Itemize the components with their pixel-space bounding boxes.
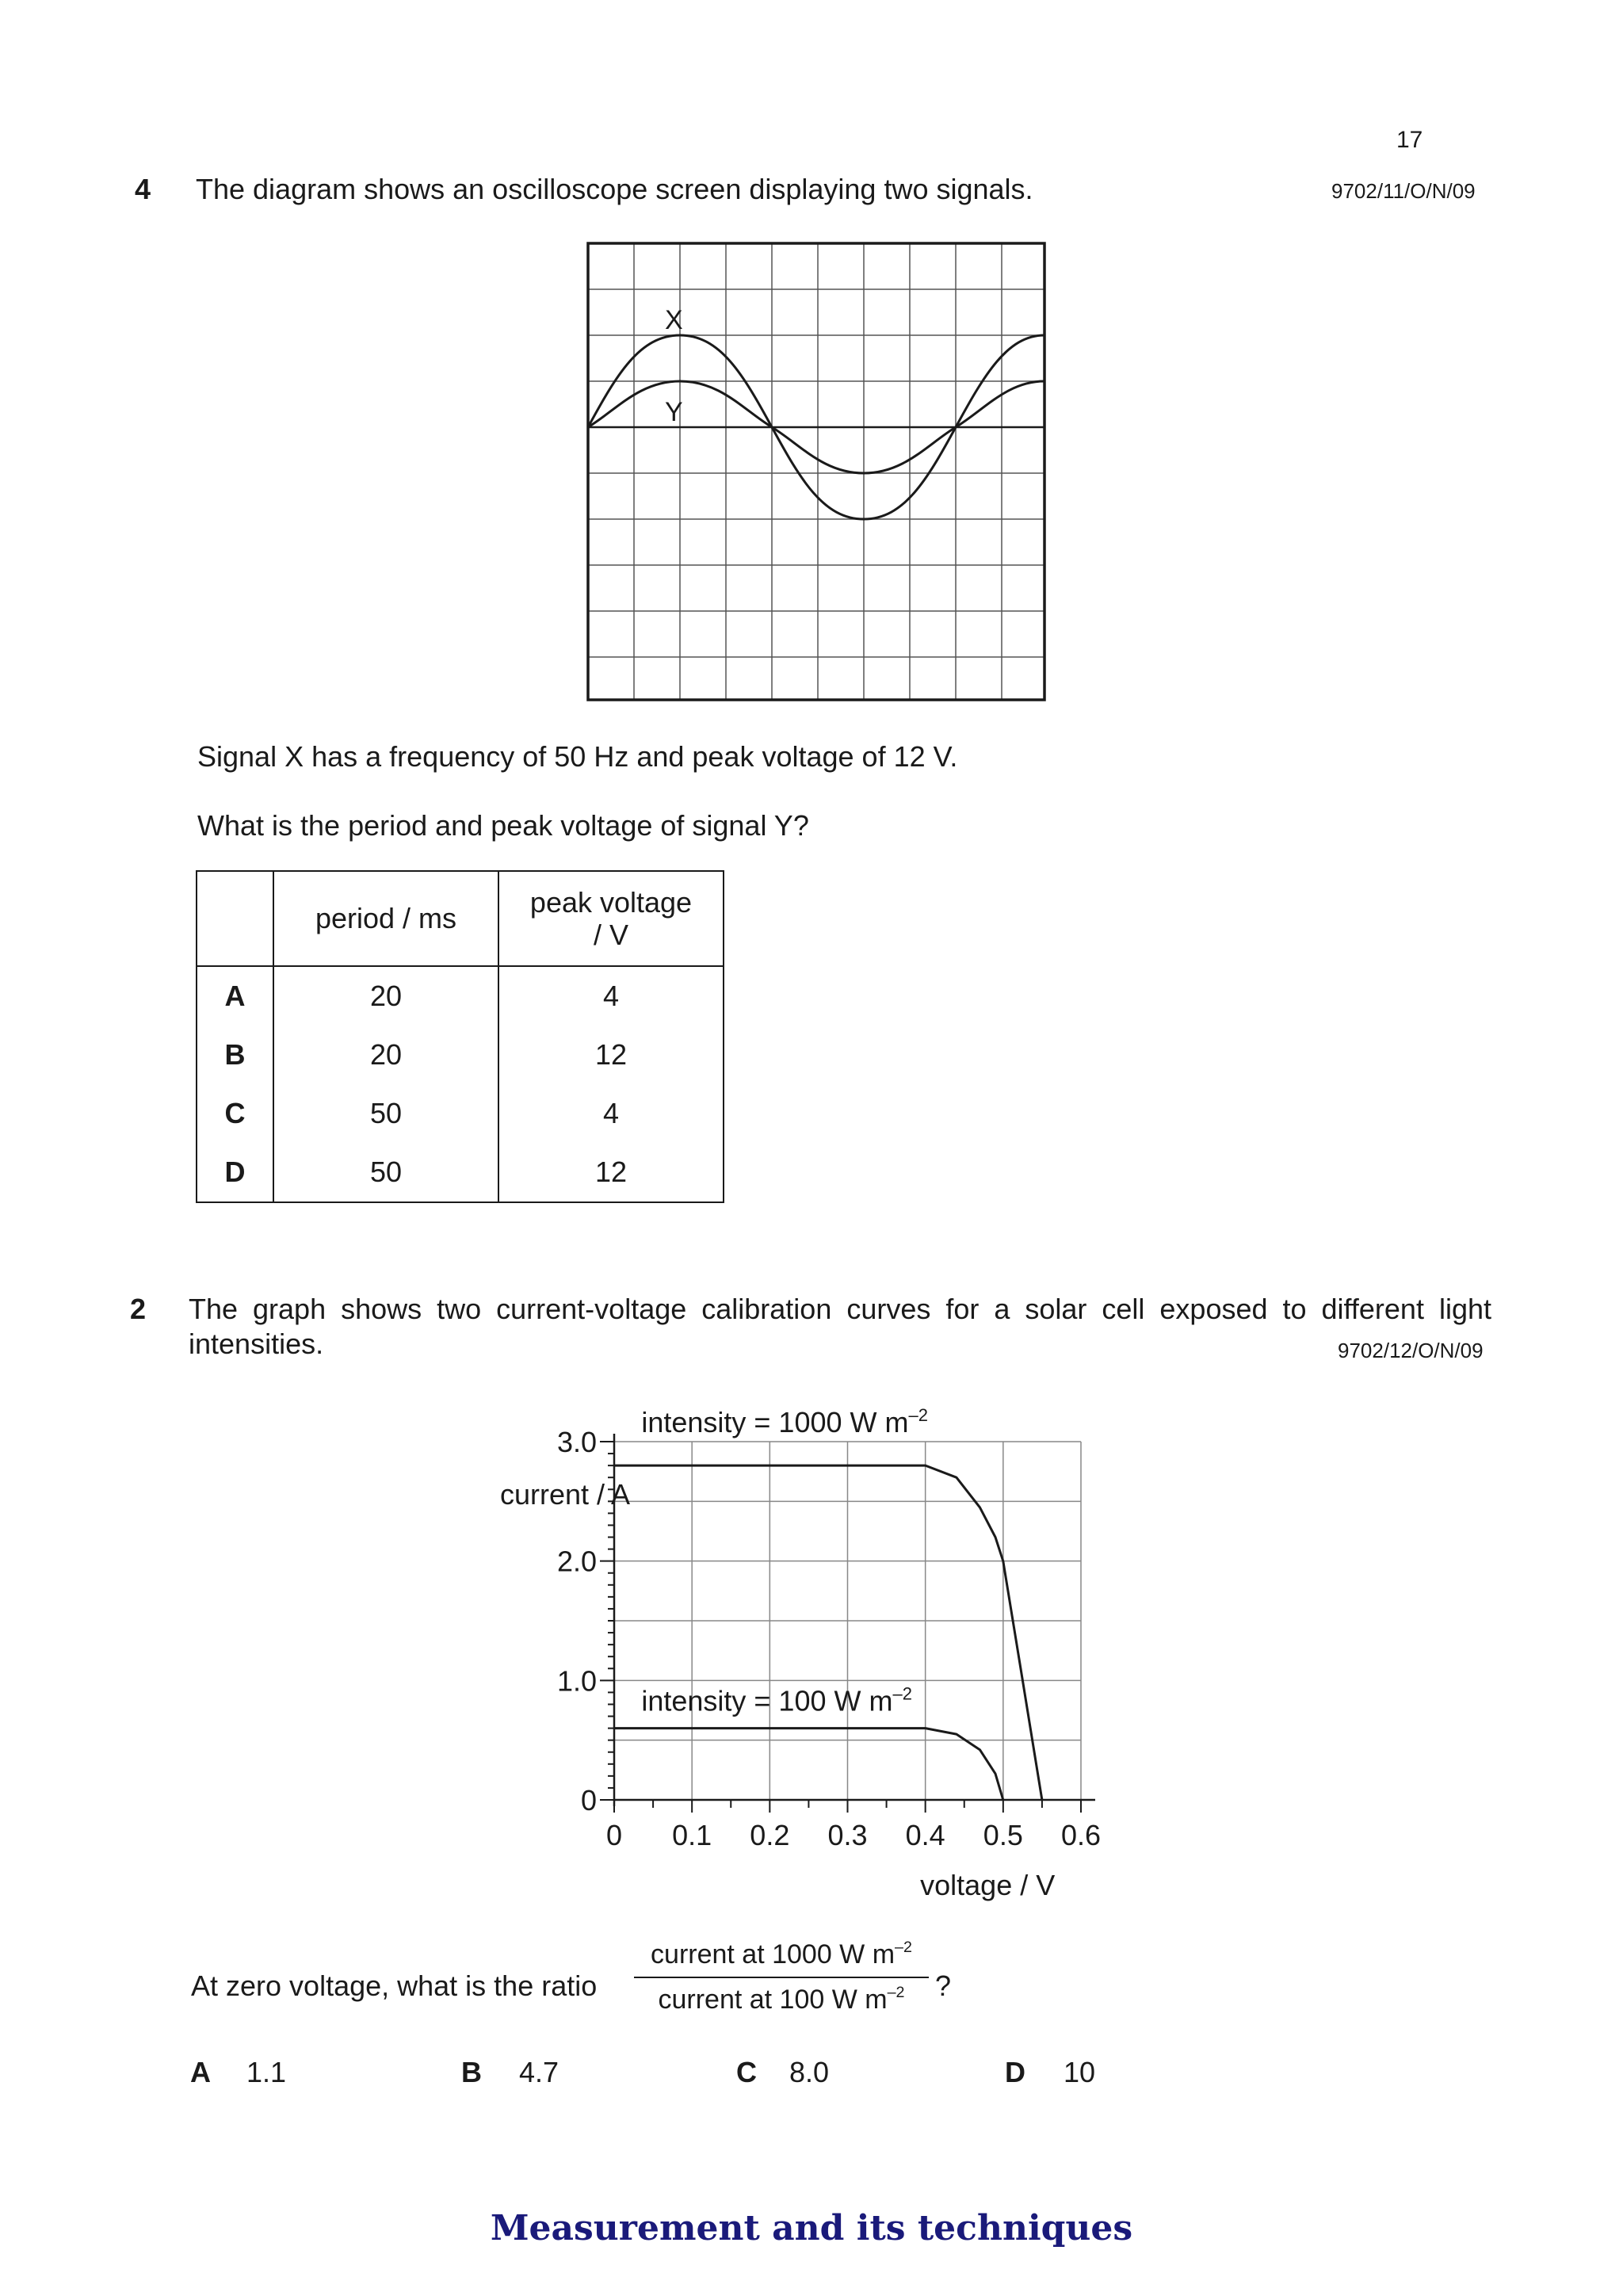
option-period: 50 <box>273 1084 498 1143</box>
y-tick-label: 3.0 <box>556 1426 597 1458</box>
option-letter: C <box>197 1084 273 1143</box>
x-tick-label: 0.4 <box>905 1819 945 1851</box>
x-tick-label: 0.5 <box>983 1819 1023 1851</box>
series-curve-1 <box>614 1729 1003 1800</box>
option-period: 20 <box>273 1026 498 1084</box>
question-4-number: 4 <box>135 173 151 205</box>
table-row <box>197 966 724 1026</box>
y-tick-label: 2.0 <box>556 1545 597 1578</box>
table-header-period: period / ms <box>273 871 498 966</box>
page-number: 17 <box>1396 127 1423 153</box>
option-letter: A <box>197 966 273 1026</box>
x-tick-label: 0 <box>605 1819 623 1851</box>
question-4-code: 9702/11/O/N/09 <box>1331 179 1476 203</box>
table-row <box>197 1143 724 1202</box>
answer-table <box>196 870 724 1203</box>
x-tick-label: 0.1 <box>672 1819 712 1851</box>
option-d-letter: D <box>1005 2056 1025 2088</box>
option-b-letter: B <box>461 2056 482 2088</box>
x-tick-label: 0.6 <box>1060 1819 1102 1851</box>
table-header-row <box>197 871 724 966</box>
ratio-question-mark: ? <box>935 1969 952 2002</box>
question-2-intro-line2: intensities. <box>189 1328 324 1360</box>
option-letter: D <box>197 1143 273 1202</box>
series-label-1: intensity = 100 W $m^{-2}$ <box>641 1683 912 1717</box>
fraction-denominator: current at 100 W $m^{-2}$ <box>658 1984 905 2015</box>
option-voltage: 4 <box>602 980 620 1012</box>
oscilloscope-screen <box>586 242 1051 706</box>
option-b-value: 4.7 <box>519 2056 559 2088</box>
option-c-value: 8.0 <box>789 2056 830 2088</box>
question-2-code: 9702/12/O/N/09 <box>1338 1339 1484 1362</box>
option-voltage: 12 <box>594 1038 628 1071</box>
signal-x-description: Signal X has a frequency of 50 Hz and peak voltage of 12 V. <box>197 740 958 773</box>
table-header-blank <box>197 871 273 966</box>
x-axis-label: voltage / V <box>920 1869 1056 1901</box>
question-2-number: 2 <box>130 1293 147 1325</box>
chart-labels <box>500 1405 1101 1901</box>
option-voltage: 12 <box>594 1156 628 1188</box>
y-tick-label: 0 <box>580 1784 597 1817</box>
series-label-0: intensity = 1000 W $m^{-2}$ <box>641 1405 928 1438</box>
option-period: 50 <box>273 1143 498 1202</box>
oscilloscope-frame <box>588 243 1044 700</box>
oscilloscope-grid <box>588 243 1044 700</box>
fraction-numerator: current at 1000 W $m^{-2}$ <box>634 1939 929 1978</box>
signal-y-label: Y <box>665 397 683 427</box>
y-axis-label: current / A <box>499 1478 631 1511</box>
chart-grid <box>614 1442 1081 1800</box>
x-tick-label: 0.3 <box>827 1819 868 1851</box>
question-4-intro: The diagram shows an oscilloscope screen displaying two signals. <box>196 173 1033 205</box>
table-row <box>197 1026 724 1084</box>
option-letter: B <box>197 1026 273 1084</box>
option-voltage: 4 <box>602 1097 620 1129</box>
table-header-voltage-line2: / V <box>593 919 628 951</box>
option-a-value: 1.1 <box>246 2056 287 2088</box>
iv-chart <box>412 1395 1125 1902</box>
table-header-voltage-line1: peak voltage <box>529 885 693 919</box>
option-d-value: 10 <box>1064 2056 1096 2088</box>
chart-series <box>614 1465 1042 1800</box>
option-c-letter: C <box>736 2056 757 2088</box>
option-a-letter: A <box>190 2056 211 2088</box>
table-row <box>197 1084 724 1143</box>
question-4-prompt: What is the period and peak voltage of signal Y? <box>197 809 809 842</box>
ratio-question-prefix: At zero voltage, what is the ratio <box>191 1969 598 2002</box>
ratio-fraction <box>634 1939 929 2015</box>
option-period: 20 <box>273 966 498 1026</box>
table-header-voltage <box>498 871 724 966</box>
question-2-intro-line1: The graph shows two current-voltage calibration curves for a solar cell exposed to different light <box>189 1293 1491 1325</box>
x-tick-label: 0.2 <box>750 1819 790 1851</box>
signal-x-label: X <box>665 305 683 335</box>
page-footer-title: Measurement and its techniques <box>490 2208 1133 2248</box>
y-tick-label: 1.0 <box>556 1664 597 1698</box>
